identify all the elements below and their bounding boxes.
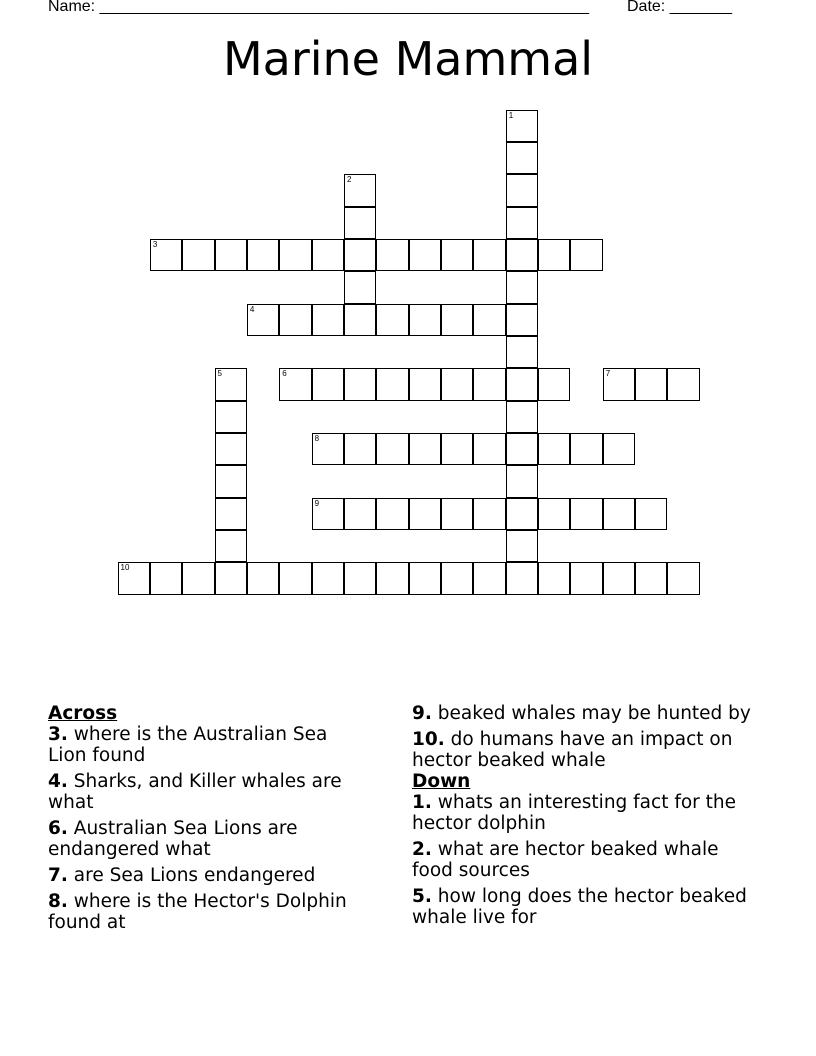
cell-number: 1 — [508, 110, 514, 120]
grid-cell[interactable] — [603, 433, 635, 465]
grid-cell[interactable] — [150, 562, 182, 594]
clue-across-10 — [412, 729, 757, 771]
grid-cell[interactable] — [506, 465, 538, 497]
grid-cell[interactable] — [473, 498, 505, 530]
grid-cell[interactable] — [473, 304, 505, 336]
grid-cell[interactable] — [506, 207, 538, 239]
grid-cell[interactable] — [344, 304, 376, 336]
clue-number: 1. — [412, 792, 432, 813]
clue-down-1 — [412, 792, 757, 834]
grid-cell[interactable] — [376, 239, 408, 271]
clue-down-5 — [412, 886, 757, 928]
cell-number: 9 — [314, 498, 320, 508]
grid-cell[interactable] — [344, 433, 376, 465]
grid-cell[interactable] — [215, 562, 247, 594]
grid-cell[interactable] — [376, 562, 408, 594]
grid-cell[interactable] — [570, 498, 602, 530]
clue-across-3 — [48, 724, 368, 766]
cell-number: 2 — [346, 175, 352, 185]
grid-cell[interactable] — [538, 433, 570, 465]
page-title: Marine Mammal — [222, 32, 594, 86]
name-field-label[interactable]: Name: _______________________________________________________ — [48, 0, 589, 15]
grid-cell[interactable] — [344, 368, 376, 400]
grid-cell[interactable] — [570, 239, 602, 271]
grid-cell[interactable] — [312, 239, 344, 271]
grid-cell[interactable] — [506, 304, 538, 336]
clue-number: 9. — [412, 703, 432, 724]
grid-cell[interactable] — [215, 401, 247, 433]
cell-number: 10 — [120, 563, 130, 573]
grid-cell[interactable] — [473, 562, 505, 594]
grid-cell[interactable] — [506, 336, 538, 368]
grid-cell[interactable] — [215, 239, 247, 271]
grid-cell[interactable] — [376, 498, 408, 530]
grid-cell[interactable] — [312, 304, 344, 336]
down-heading: Down — [412, 771, 471, 792]
grid-cell[interactable] — [279, 239, 311, 271]
grid-cell[interactable] — [279, 368, 311, 400]
grid-cell[interactable] — [667, 562, 699, 594]
clue-number: 2. — [412, 839, 432, 860]
grid-cell[interactable] — [344, 271, 376, 303]
grid-cell[interactable] — [409, 498, 441, 530]
grid-cell[interactable] — [506, 174, 538, 206]
grid-cell[interactable] — [409, 304, 441, 336]
grid-cell[interactable] — [215, 498, 247, 530]
cell-number: 4 — [249, 304, 255, 314]
grid-cell[interactable] — [441, 368, 473, 400]
clue-across-8 — [48, 891, 368, 933]
clue-number: 5. — [412, 886, 432, 907]
clue-down-2 — [412, 839, 757, 881]
grid-cell[interactable] — [635, 368, 667, 400]
grid-cell[interactable] — [215, 465, 247, 497]
grid-cell[interactable] — [441, 304, 473, 336]
grid-cell[interactable] — [279, 304, 311, 336]
grid-cell[interactable] — [215, 433, 247, 465]
grid-cell[interactable] — [538, 368, 570, 400]
clue-across-9 — [412, 703, 757, 724]
grid-cell[interactable] — [473, 239, 505, 271]
grid-cell[interactable] — [603, 562, 635, 594]
grid-cell[interactable] — [150, 239, 182, 271]
grid-cell[interactable] — [441, 239, 473, 271]
cell-number: 6 — [282, 369, 287, 379]
clue-across-6 — [48, 818, 368, 860]
grid-cell[interactable] — [506, 498, 538, 530]
clue-text: whats an interesting fact for the hector dolphin — [412, 792, 737, 834]
grid-cell[interactable] — [506, 239, 538, 271]
grid-cell[interactable] — [473, 368, 505, 400]
grid-cell[interactable] — [635, 498, 667, 530]
grid-cell[interactable] — [344, 239, 376, 271]
grid-cell[interactable] — [409, 239, 441, 271]
grid-cell[interactable] — [538, 562, 570, 594]
grid-cell[interactable] — [312, 498, 344, 530]
grid-cell[interactable] — [570, 433, 602, 465]
grid-cell[interactable] — [247, 562, 279, 594]
grid-cell[interactable] — [409, 368, 441, 400]
clue-text: where is the Australian Sea Lion found — [48, 724, 328, 766]
across-heading: Across — [48, 703, 118, 724]
grid-cell[interactable] — [506, 368, 538, 400]
grid-cell[interactable] — [538, 239, 570, 271]
grid-cell[interactable] — [409, 562, 441, 594]
clue-number: 8. — [48, 891, 68, 912]
grid-cell[interactable] — [441, 433, 473, 465]
date-field-label[interactable]: Date: _______ — [627, 0, 732, 15]
cell-number: 7 — [605, 369, 611, 379]
clue-number: 6. — [48, 818, 68, 839]
grid-cell[interactable] — [182, 239, 214, 271]
grid-cell[interactable] — [312, 368, 344, 400]
cell-number: 5 — [217, 369, 222, 379]
grid-cell[interactable] — [538, 498, 570, 530]
grid-cell[interactable] — [603, 368, 635, 400]
clues-right-column — [412, 703, 757, 933]
grid-cell[interactable] — [506, 271, 538, 303]
grid-cell[interactable] — [473, 433, 505, 465]
clues-left-column — [48, 703, 368, 938]
clue-number: 7. — [48, 865, 68, 886]
grid-cell[interactable] — [247, 304, 279, 336]
grid-cell[interactable] — [215, 530, 247, 562]
grid-cell[interactable] — [506, 433, 538, 465]
clue-text: how long does the hector beaked whale live for — [412, 886, 747, 928]
grid-cell[interactable] — [182, 562, 214, 594]
grid-cell[interactable] — [409, 433, 441, 465]
grid-cell[interactable] — [312, 433, 344, 465]
grid-cell[interactable] — [667, 368, 699, 400]
grid-cell[interactable] — [570, 562, 602, 594]
cell-number: 3 — [152, 239, 158, 249]
clue-text: do humans have an impact on hector beaked whale — [412, 729, 733, 771]
clue-text: are Sea Lions endangered — [73, 865, 316, 886]
clue-across-7 — [48, 865, 368, 886]
grid-cell[interactable] — [344, 174, 376, 206]
clue-text: Sharks, and Killer whales are what — [48, 771, 342, 813]
clue-text: where is the Hector's Dolphin found at — [48, 891, 347, 933]
grid-cell[interactable] — [215, 368, 247, 400]
clue-text: what are hector beaked whale food sources — [412, 839, 719, 881]
grid-cell[interactable] — [441, 562, 473, 594]
grid-cell[interactable] — [635, 562, 667, 594]
grid-cell[interactable] — [506, 110, 538, 142]
grid-cell[interactable] — [376, 433, 408, 465]
clue-across-4 — [48, 771, 368, 813]
grid-cell[interactable] — [344, 498, 376, 530]
clue-number: 3. — [48, 724, 68, 745]
grid-cell[interactable] — [506, 142, 538, 174]
grid-cell[interactable] — [376, 304, 408, 336]
clue-text: beaked whales may be hunted by — [437, 703, 751, 724]
grid-cell[interactable] — [506, 562, 538, 594]
grid-cell[interactable] — [441, 498, 473, 530]
grid-cell[interactable] — [247, 239, 279, 271]
grid-cell[interactable] — [376, 368, 408, 400]
grid-cell[interactable] — [344, 562, 376, 594]
grid-cell[interactable] — [118, 562, 150, 594]
grid-cell[interactable] — [506, 530, 538, 562]
clue-text: Australian Sea Lions are endangered what — [48, 818, 298, 860]
grid-cell[interactable] — [312, 562, 344, 594]
clue-number: 4. — [48, 771, 68, 792]
clue-number: 10. — [412, 729, 445, 750]
grid-cell[interactable] — [506, 401, 538, 433]
grid-cell[interactable] — [603, 498, 635, 530]
grid-cell[interactable] — [279, 562, 311, 594]
cell-number: 8 — [314, 434, 320, 443]
grid-cell[interactable] — [344, 207, 376, 239]
